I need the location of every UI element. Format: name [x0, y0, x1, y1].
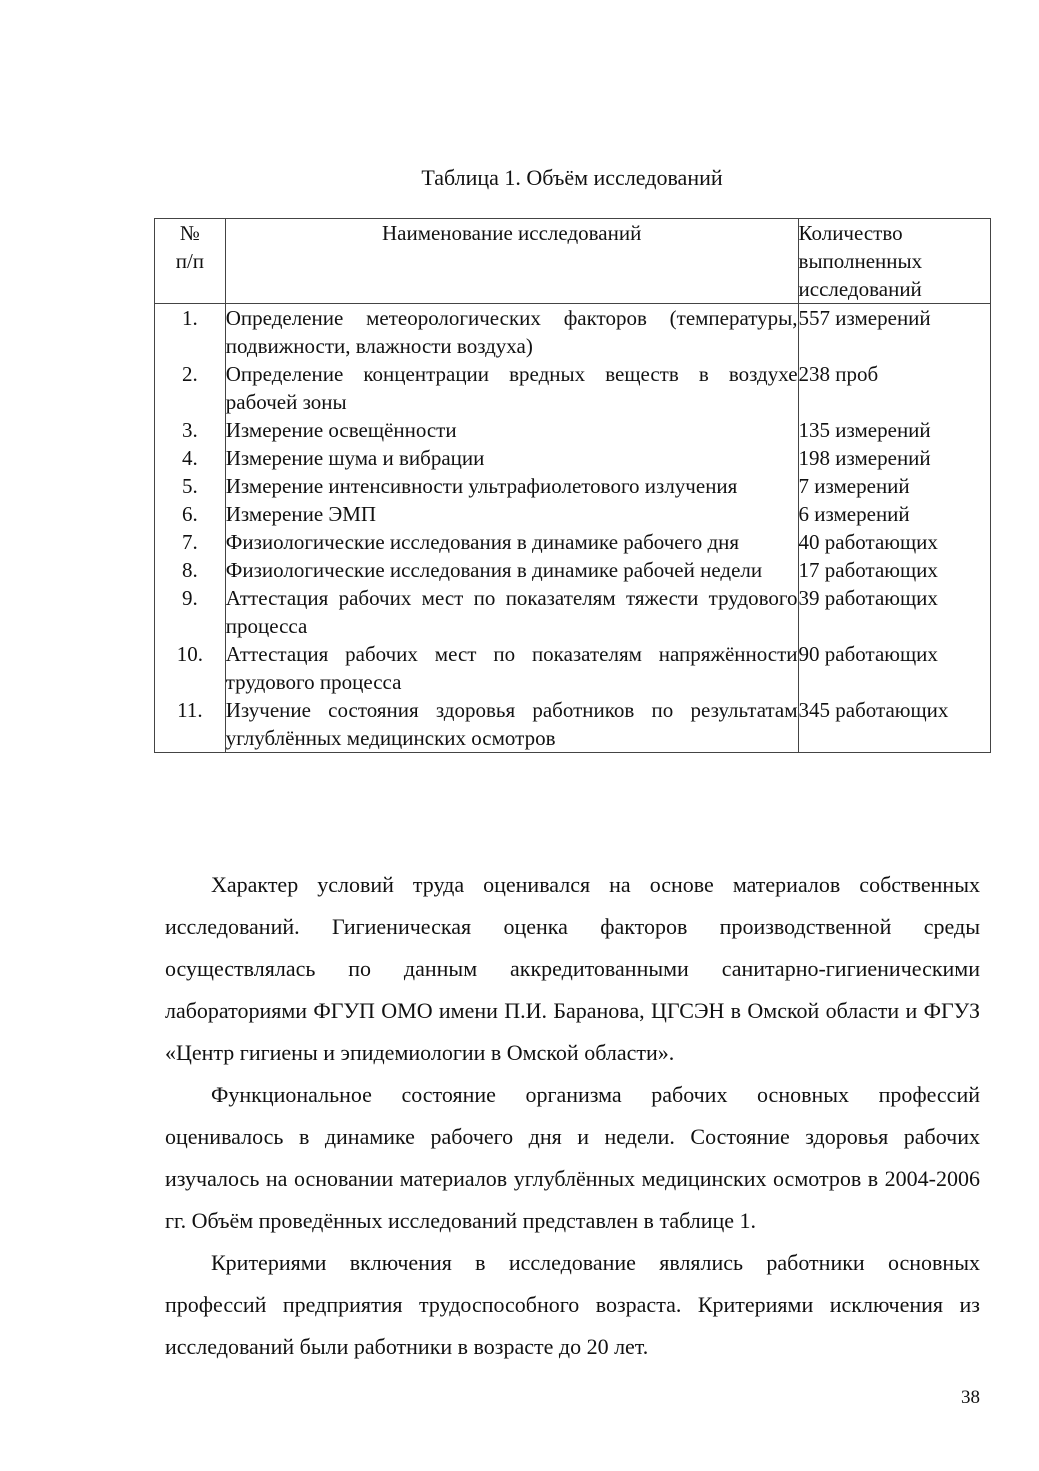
- row-name: Физиологические исследования в динамике рабочего дня: [225, 528, 798, 556]
- row-qty: 17 работающих: [798, 556, 990, 584]
- table-row: [155, 472, 991, 500]
- row-name: Определение концентрации вредных веществ в воздухе рабочей зоны: [225, 362, 798, 414]
- row-name: Физиологические исследования в динамике рабочей недели: [225, 556, 798, 584]
- row-num: 10.: [155, 640, 226, 696]
- body-paragraph: Критериями включения в исследование являлись работники основных профессий предприятия трудоспособного возраста. Критериями исключения из исследований были работники в возрасте до 20 лет.: [165, 1250, 980, 1359]
- row-qty: 39 работающих: [798, 584, 990, 640]
- table-row: [155, 556, 991, 584]
- research-volume-table: [154, 218, 991, 753]
- row-name: Измерение шума и вибрации: [225, 444, 798, 472]
- row-qty: 198 измерений: [798, 444, 990, 472]
- table-caption: Таблица 1. Объём исследований: [421, 165, 723, 190]
- row-name: Аттестация рабочих мест по показателям напряжённости трудового процесса: [225, 642, 798, 694]
- row-num: 5.: [155, 472, 226, 500]
- table-row: [155, 444, 991, 472]
- body-paragraph: Характер условий труда оценивался на основе материалов собственных исследований. Гигиеническая оценка факторов производственной среды осуществлялась по данным аккредитованными санитарно-гигиеническими лабораториями ФГУП ОМО имени П.И. Баранова, ЦГСЭН в Омской области и ФГУЗ «Центр гигиены и эпидемиологии в Омской области».: [165, 872, 980, 1065]
- row-qty: 6 измерений: [798, 500, 990, 528]
- row-qty: 40 работающих: [798, 528, 990, 556]
- row-num: 3.: [155, 416, 226, 444]
- row-num: 8.: [155, 556, 226, 584]
- row-num: 2.: [155, 360, 226, 416]
- row-name: Изучение состояния здоровья работников по результатам углублённых медицинских осмотров: [225, 696, 798, 753]
- table-row: [155, 416, 991, 444]
- table-row: [155, 528, 991, 556]
- row-num: 4.: [155, 444, 226, 472]
- table-row: [155, 500, 991, 528]
- row-qty: 345 работающих: [798, 696, 990, 753]
- table-row: [155, 304, 991, 361]
- body-paragraph: Функциональное состояние организма рабочих основных профессий оценивалось в динамике рабочего дня и недели. Состояние здоровья рабочих изучалось на основании материалов углублённых медицинских осмотров в 2004-2006 гг. Объём проведённых исследований представлен в таблице 1.: [165, 1082, 980, 1233]
- row-qty: 135 измерений: [798, 416, 990, 444]
- header-num: [155, 219, 226, 304]
- table-row: [155, 584, 991, 640]
- table-caption-wrap: [0, 164, 1039, 192]
- row-qty: 90 работающих: [798, 640, 990, 696]
- row-name: Измерение интенсивности ультрафиолетового излучения: [225, 472, 798, 500]
- row-num: 9.: [155, 584, 226, 640]
- row-name: Определение метеорологических факторов (температуры, подвижности, влажности воздуха): [225, 304, 798, 361]
- page-number: 38: [961, 1387, 980, 1408]
- header-num-label: № п/п: [175, 221, 205, 273]
- row-num: 7.: [155, 528, 226, 556]
- row-name: Измерение освещённости: [225, 416, 798, 444]
- row-name: Аттестация рабочих мест по показателям тяжести трудового процесса: [225, 586, 798, 638]
- table-row: [155, 640, 991, 696]
- row-num: 6.: [155, 500, 226, 528]
- row-qty: 557 измерений: [798, 304, 990, 361]
- row-name: Измерение ЭМП: [225, 500, 798, 528]
- table-row: [155, 360, 991, 416]
- row-qty: 238 проб: [798, 360, 990, 416]
- table-header-row: [155, 219, 991, 304]
- row-num: 1.: [155, 304, 226, 361]
- row-qty: 7 измерений: [798, 472, 990, 500]
- header-name: Наименование исследований: [225, 219, 798, 304]
- row-num: 11.: [155, 696, 226, 753]
- header-qty: Количество выполненных исследований: [798, 219, 990, 304]
- table-row: [155, 696, 991, 753]
